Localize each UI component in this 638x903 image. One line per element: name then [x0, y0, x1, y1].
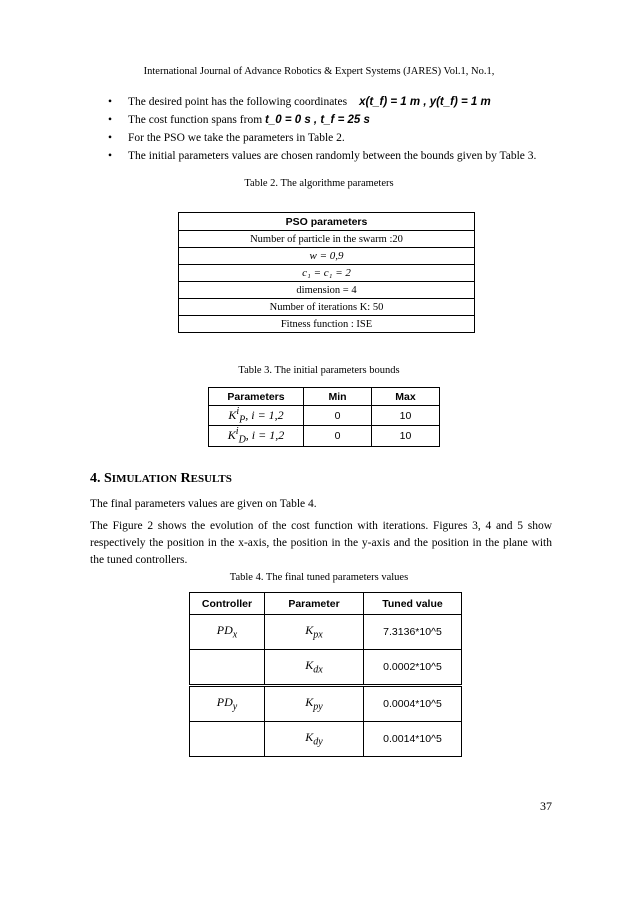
bullet-text: For the PSO we take the parameters in Table 2.: [128, 132, 345, 144]
param-sub: D: [238, 434, 246, 446]
param-sub: P: [239, 414, 246, 426]
param-base: K: [305, 695, 314, 710]
table-header-cell: Parameters: [209, 388, 304, 406]
table-row: [209, 406, 440, 426]
param-base: K: [227, 428, 236, 443]
table-cell: 10: [372, 406, 440, 426]
section-title-esults: ESULTS: [190, 473, 232, 485]
table-cell: [265, 686, 364, 722]
bullet-desired-point: [108, 93, 536, 111]
table3-parameter-bounds: [208, 387, 440, 447]
table-cell: [209, 406, 304, 426]
table-cell: 0: [304, 406, 372, 426]
table4-caption: Table 4. The final tuned parameters values: [229, 572, 409, 583]
table-row: [209, 426, 440, 446]
table-cell: 0.0014*10^5: [364, 722, 462, 757]
table-cell: 0: [304, 426, 372, 446]
table-header-cell: Min: [304, 388, 372, 406]
param-sup: i: [235, 426, 239, 438]
table-cell: [265, 650, 364, 686]
table-cell: Fitness function : ISE: [179, 316, 475, 333]
table-header-cell: Controller: [190, 593, 265, 615]
table-cell: Number of iterations K: 50: [179, 299, 475, 316]
table-cell: [190, 686, 265, 722]
bullet-text: The desired point has the following coordinates: [128, 96, 348, 108]
table-cell: [190, 615, 265, 650]
controller-base: PD: [216, 695, 233, 710]
desired-point-equation: x(t_f) = 1 m , y(t_f) = 1 m: [359, 96, 491, 108]
cost-span-equation: t_0 = 0 s , t_f = 25 s: [265, 114, 370, 126]
controller-sub: y: [232, 701, 238, 713]
param-sub: py: [313, 701, 323, 713]
table-header-cell: Tuned value: [364, 593, 462, 615]
param-sub: dy: [313, 736, 323, 748]
param-base: K: [305, 623, 314, 638]
bullet-initial-values: [108, 147, 536, 165]
running-header: International Journal of Advance Robotics & Expert Systems (JARES) Vol.1, No.1,: [143, 66, 495, 77]
param-tail: , i = 1,2: [245, 428, 285, 443]
table2-caption: Table 2. The algorithme parameters: [244, 178, 394, 189]
bullet-cost-span: [108, 111, 536, 129]
paragraph-final-values: The final parameters values are given on Table 4.: [90, 498, 317, 510]
bullet-text: The initial parameters values are chosen randomly between the bounds given by Table 3.: [128, 150, 537, 162]
paragraph-figures: The Figure 2 shows the evolution of the cost function with iterations. Figures 3, 4 and 5 show respectively the position in the x-axis, the position in the y-axis and the position in the plane with the tuned controllers.: [90, 520, 552, 566]
section-title-imulation: IMULATION: [111, 473, 177, 485]
section-heading: [90, 471, 232, 487]
controller-base: PD: [216, 623, 233, 638]
table-cell: 0.0002*10^5: [364, 650, 462, 686]
table3-caption: Table 3. The initial parameters bounds: [238, 365, 400, 376]
table-cell: [190, 650, 265, 686]
table-cell: [190, 722, 265, 757]
param-sup: i: [236, 406, 240, 417]
table-header-cell: Max: [372, 388, 440, 406]
table-cell: dimension = 4: [179, 282, 475, 299]
bullet-pso-params: [108, 129, 536, 147]
table4-tuned-values: [189, 592, 462, 757]
param-base: K: [228, 408, 237, 422]
param-sub: dx: [313, 664, 323, 676]
page-number: 37: [540, 799, 552, 813]
section-title-s: S: [104, 471, 112, 486]
table-cell: [209, 426, 304, 446]
table2-header: PSO parameters: [179, 213, 475, 231]
param-sub: px: [313, 629, 323, 641]
param-base: K: [305, 730, 314, 745]
table-header-cell: Parameter: [265, 593, 364, 615]
section-title-r: R: [180, 471, 191, 486]
param-tail: , i = 1,2: [245, 408, 284, 422]
table-cell: 0.0004*10^5: [364, 686, 462, 722]
section-number: 4.: [90, 471, 101, 486]
table-cell: [265, 615, 364, 650]
table-cell: 7.3136*10^5: [364, 615, 462, 650]
table-cell: 10: [372, 426, 440, 446]
table-cell: Number of particle in the swarm :20: [179, 231, 475, 248]
table-cell: [265, 722, 364, 757]
bullet-text: The cost function spans from: [128, 114, 263, 126]
table-cell: w = 0,9: [179, 248, 475, 265]
table-row: [190, 722, 462, 757]
table2-pso-parameters: [178, 212, 475, 333]
table-cell: c₁ = c₁ = 2: [179, 265, 475, 282]
param-base: K: [305, 658, 314, 673]
table-row: [190, 650, 462, 686]
controller-sub: x: [232, 629, 238, 641]
table-row: [190, 615, 462, 650]
bullet-list: [108, 93, 536, 165]
table-row: [190, 686, 462, 722]
